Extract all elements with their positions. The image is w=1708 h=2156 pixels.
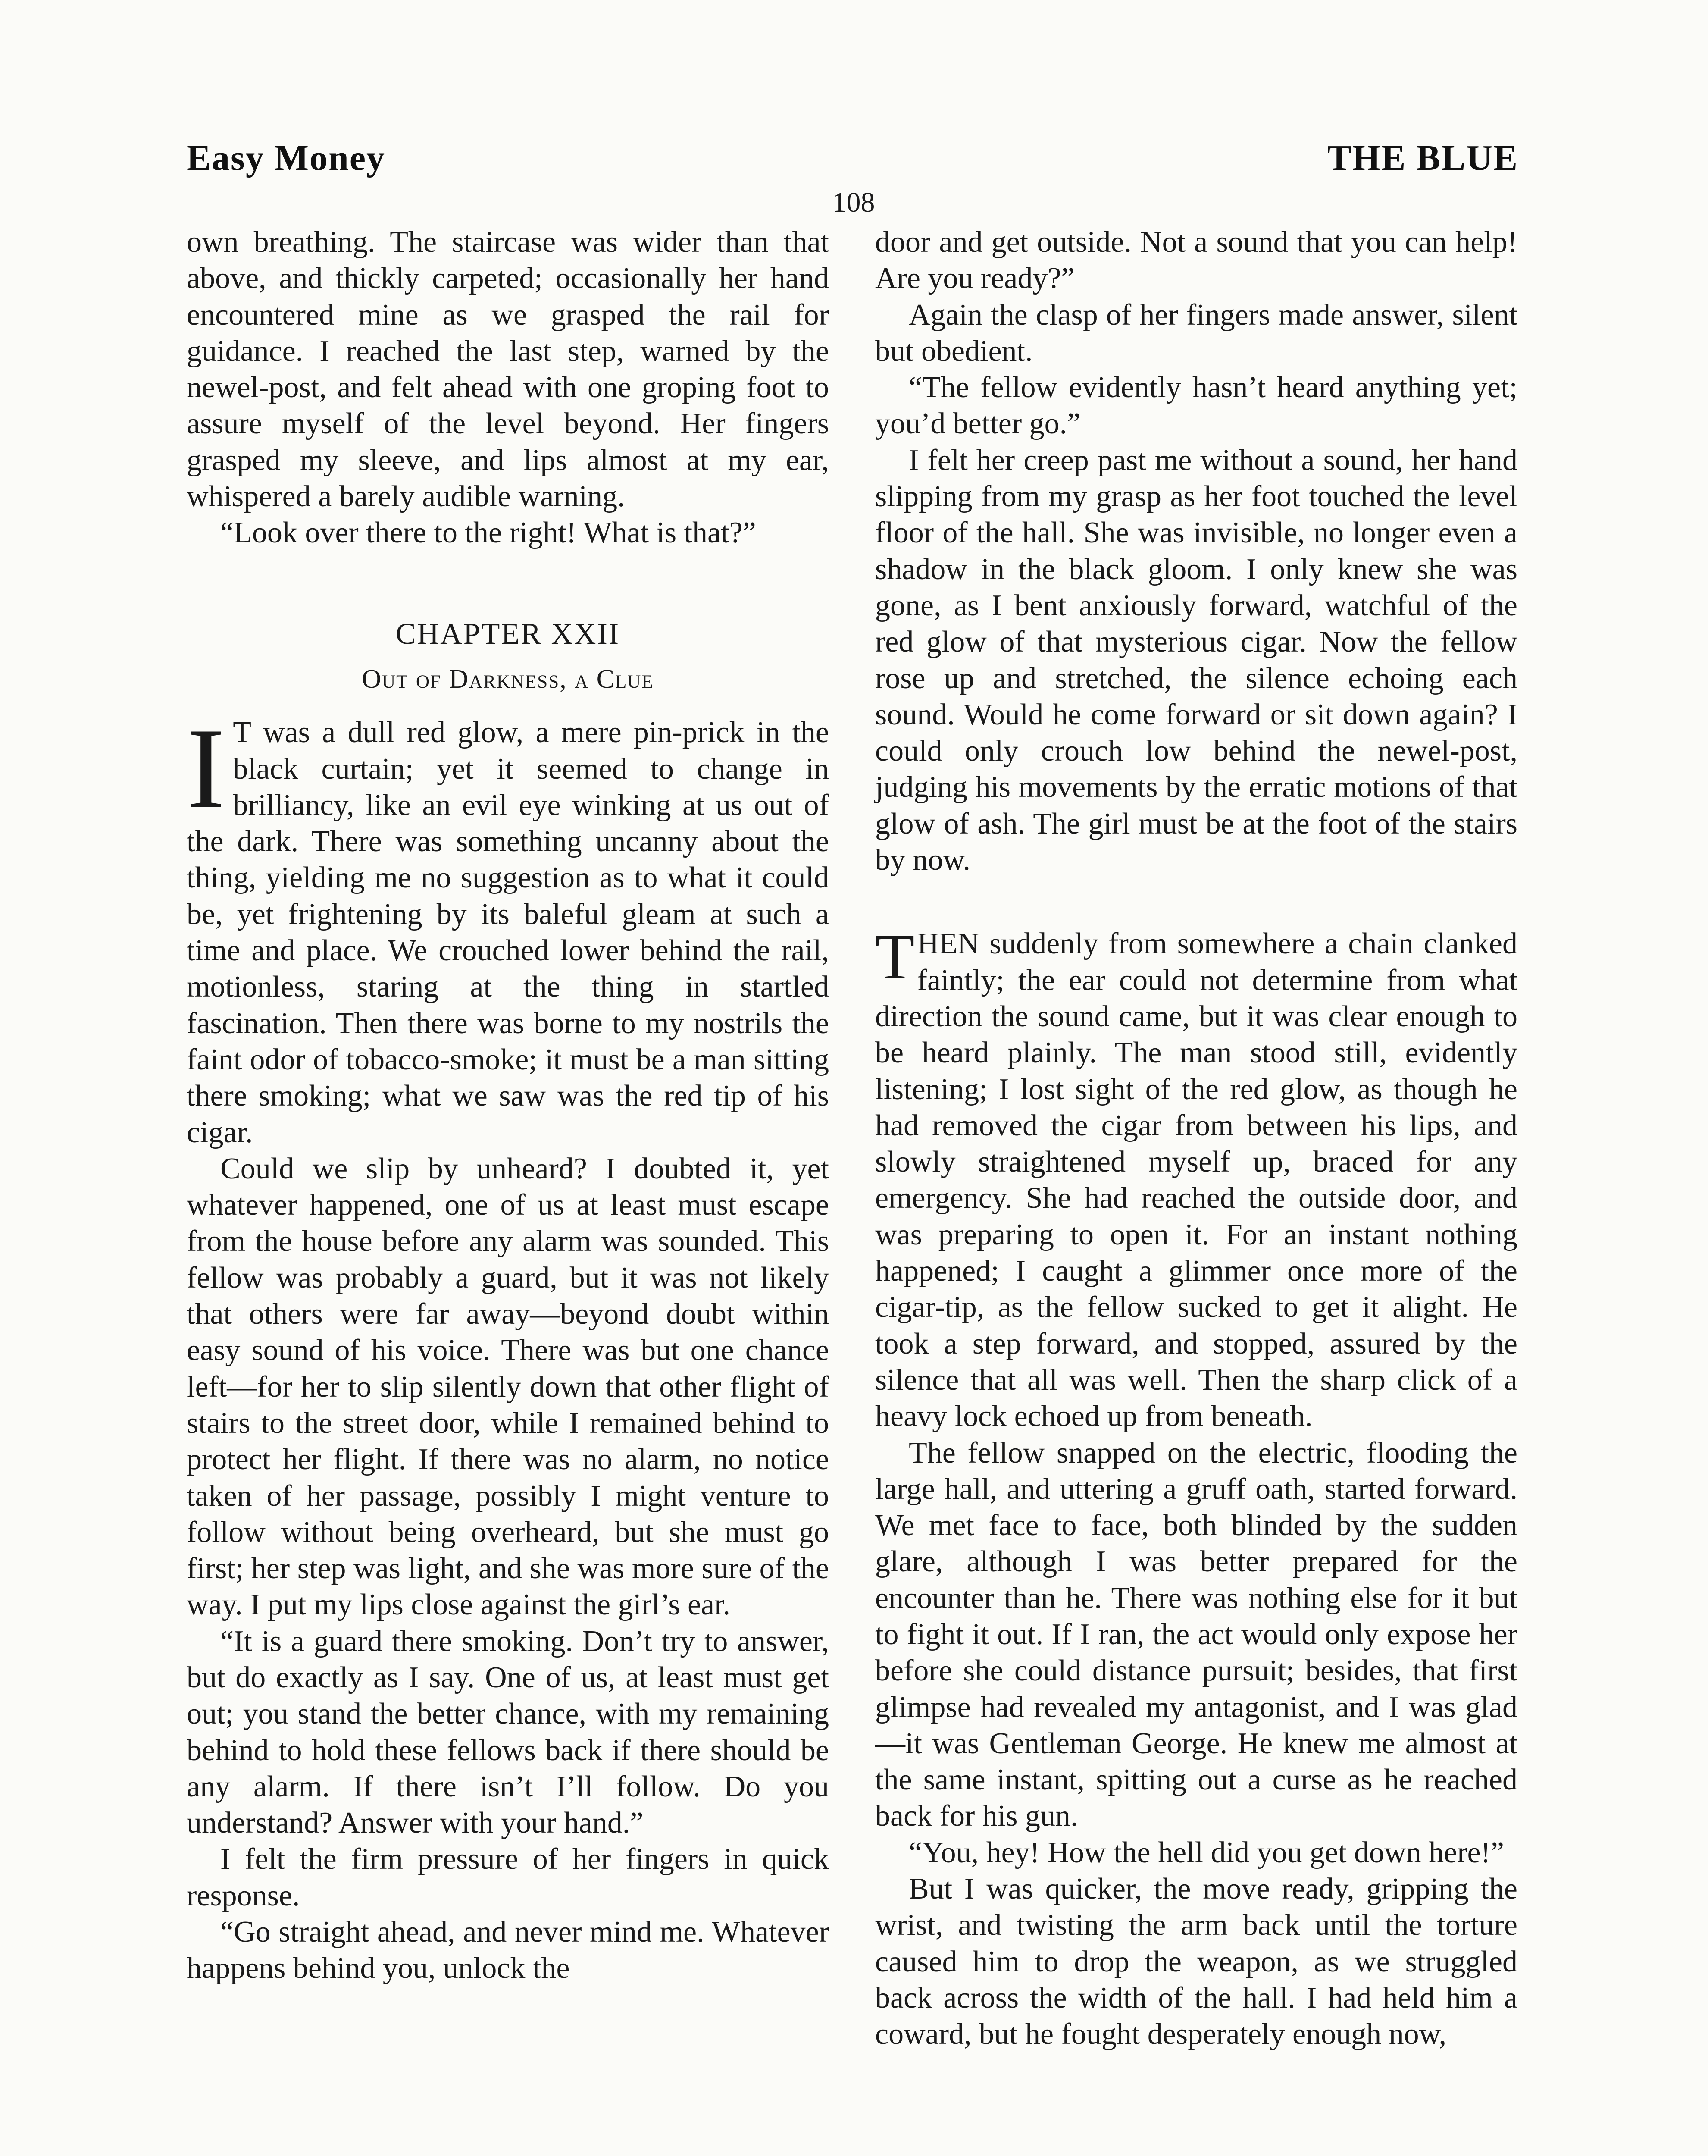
- paragraph: “Go straight ahead, and never mind me. Whatever happens behind you, unlock the: [187, 1915, 829, 1985]
- paragraph: own breathing. The staircase was wider than that above, and thickly carpeted; occasionally her hand encountered mine as we grasped the rail for guidance. I reached the last step, warned by the newel-post, and felt ahead with one groping foot to assure myself of the level beyond. Her fingers grasped my sleeve, and lips almost at my ear, whispered a barely audible warning.: [187, 226, 829, 514]
- paragraph: I felt her creep past me without a sound, her hand slipping from my grasp as her foot touched the level floor of the hall. She was invisible, no longer even a shadow in the black gloom. I only knew she was gone, as I bent anxiously forward, watchful of the red glow of that mysterious cigar. Now the fellow rose up and stretched, the silence echoing each sound. Would he come forward or sit down again? I could only crouch low behind the newel-post, judging his movements by the erratic motions of that glow of ash. The girl must be at the foot of the stairs by now.: [875, 443, 1517, 877]
- chapter-opening-paragraph: [187, 704, 829, 1151]
- paragraph: But I was quicker, the move ready, gripping the wrist, and twisting the arm back until the torture caused him to drop the weapon, as we struggled back across the width of the hall. I had held him a coward, but he fought desperately enough now,: [875, 1872, 1517, 2051]
- page-number: 108: [832, 187, 875, 218]
- drop-cap: I: [187, 704, 225, 833]
- paragraph: Again the clasp of her fingers made answer, silent but obedient.: [875, 298, 1517, 368]
- paragraph: door and get outside. Not a sound that you can help! Are you ready?”: [875, 226, 1517, 295]
- drop-cap: T: [875, 921, 915, 993]
- running-title: Easy Money: [187, 138, 385, 178]
- magazine-name: THE BLUE: [1327, 138, 1518, 178]
- paragraph-text: suddenly from somewhere a chain clanked faintly; the ear could not determine from what direction the sound came, but it was clear enough to be heard plainly. The man stood still, evidently listening; I lost sight of the red glow, as though he had removed the cigar from between his lips, and slowly straightened myself up, braced for any emergency. She had reached the outside door, and was preparing to open it. For an instant nothing happened; I caught a glimmer once more of the cigar-tip, as the fellow sucked to get it alight. He took a step forward, and stopped, assured by the silence that all was well. Then the sharp click of a heavy lock echoed up from beneath.: [875, 927, 1517, 1433]
- lead-in-caps: HEN: [917, 927, 979, 961]
- left-column: [187, 224, 829, 1987]
- paragraph: “The fellow evidently hasn’t heard anything yet; you’d better go.”: [875, 371, 1517, 441]
- right-column: [875, 224, 1517, 2053]
- section-opening-paragraph: [875, 921, 1517, 1435]
- paragraph: “You, hey! How the hell did you get down here!”: [909, 1836, 1504, 1869]
- paragraph: Could we slip by unheard? I doubted it, yet whatever happened, one of us at least must escape from the house before any alarm was sounded. This fellow was probably a guard, but it was not likely that others were far away—beyond doubt within easy sound of his voice. There was but one chance left—for her to slip silently down that other flight of stairs to the street door, while I remained behind to protect her flight. If there was no alarm, no notice taken of her passage, possibly I might venture to follow without being overheard, but she must go first; her step was light, and she was more sure of the way. I put my lips close against the girl’s ear.: [187, 1152, 829, 1622]
- chapter-title: CHAPTER XXII: [395, 617, 620, 651]
- paragraph: “It is a guard there smoking. Don’t try to answer, but do exactly as I say. One of us, at least must get out; you stand the better chance, with my remaining behind to hold these fellows back if there should be any alarm. If there isn’t I’ll follow. Do you understand? Answer with your hand.”: [187, 1624, 829, 1840]
- paragraph-text: T was a dull red glow, a mere pin-prick in the black curtain; yet it seemed to change in brilliancy, like an evil eye winking at us out of the dark. There was something uncanny about the thing, yielding me no suggestion as to what it could be, yet frightening by its baleful gleam at such a time and place. We crouched lower behind the rail, motionless, staring at the thing in startled fascination. Then there was borne to my nostrils the faint odor of tobacco-smoke; it must be a man sitting there smoking; what we saw was the red tip of his cigar.: [187, 716, 829, 1149]
- section-break: [875, 878, 1517, 926]
- paragraph: “Look over there to the right! What is that?”: [220, 516, 756, 550]
- chapter-subtitle: Out of Darkness, a Clue: [362, 664, 654, 694]
- paragraph: The fellow snapped on the electric, flooding the large hall, and uttering a gruff oath, started forward. We met face to face, both blinded by the sudden glare, although I was better prepared for the encounter than he. There was nothing else for it but to fight it out. If I ran, the act would only expose her before she could distance pursuit; besides, that first glimpse had revealed my antagonist, and I was glad—it was Gentleman George. He knew me almost at the same instant, spitting out a curse as he reached back for his gun.: [875, 1436, 1517, 1833]
- paragraph: I felt the firm pressure of her fingers in quick response.: [187, 1843, 829, 1912]
